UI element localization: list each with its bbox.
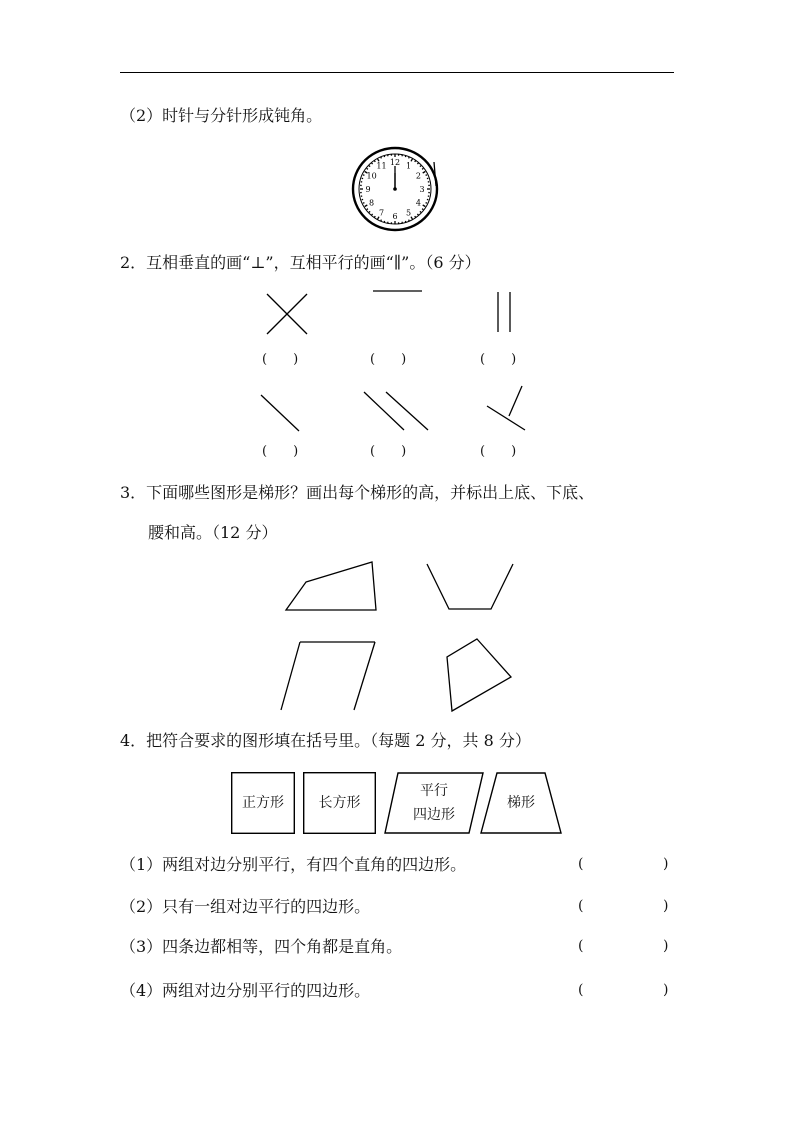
clock-numeral: 3 bbox=[419, 185, 425, 194]
q3-title-line1: 3．下面哪些图形是梯形？画出每个梯形的高，并标出上底、下底、 bbox=[120, 483, 595, 502]
figure-parallelogram bbox=[279, 640, 378, 712]
q4-title: 4．把符合要求的图形填在括号里。（每题 2 分，共 8 分） bbox=[120, 731, 531, 750]
clock-tick bbox=[417, 163, 418, 164]
figure-diagonal-line bbox=[259, 393, 301, 433]
clock-tick bbox=[426, 175, 427, 176]
figure-perpendicular-lines bbox=[485, 384, 529, 434]
q4-answer-2-open[interactable]: ( bbox=[578, 898, 584, 914]
q4-answer-3-open[interactable]: ( bbox=[578, 938, 584, 954]
clock-tick bbox=[363, 175, 364, 176]
clock-tick bbox=[363, 203, 364, 204]
clock-tick bbox=[411, 217, 413, 220]
q4-answer-4-close: ) bbox=[663, 982, 669, 998]
clock-numeral: 7 bbox=[378, 208, 385, 218]
clock-tick bbox=[417, 214, 418, 215]
clock-tick bbox=[374, 216, 375, 217]
shape-square bbox=[231, 772, 295, 834]
q4-answer-3-close: ) bbox=[663, 938, 669, 954]
q4-item-4: （4）两组对边分别平行的四边形。 bbox=[120, 981, 371, 1000]
clock-tick bbox=[374, 161, 375, 162]
q4-answer-1-close: ) bbox=[663, 856, 669, 872]
clock-tick bbox=[415, 161, 416, 162]
clock-tick bbox=[372, 163, 373, 164]
q4-item-2: （2）只有一组对边平行的四边形。 bbox=[120, 897, 371, 916]
q2-answer-3[interactable]: ( ) bbox=[480, 352, 517, 367]
clock-numeral: 8 bbox=[369, 198, 375, 208]
clock-numeral: 5 bbox=[405, 208, 412, 218]
q2-answer-6[interactable]: ( ) bbox=[480, 444, 517, 459]
clock-tick bbox=[369, 211, 370, 212]
q4-answer-4-open[interactable]: ( bbox=[578, 982, 584, 998]
clock-tick bbox=[422, 168, 423, 169]
shape-parallelogram-label-line2: 四边形 bbox=[413, 807, 455, 823]
clock-tick bbox=[367, 209, 368, 210]
clock-tick bbox=[409, 157, 410, 158]
clock-tick bbox=[372, 214, 373, 215]
clock-tick bbox=[422, 209, 423, 210]
shape-rectangle bbox=[303, 772, 376, 834]
clock-tick bbox=[415, 216, 416, 217]
q2-title: 2．互相垂直的画“⊥”，互相平行的画“∥”。（6 分） bbox=[120, 253, 481, 272]
clock-numeral: 4 bbox=[415, 198, 421, 208]
shape-parallelogram-label-line1: 平行 bbox=[420, 783, 448, 799]
q4-item-3: （3）四条边都相等，四个角都是直角。 bbox=[120, 937, 403, 956]
q1-sub2-text: （2）时针与分针形成钝角。 bbox=[120, 106, 323, 125]
shape-parallelogram bbox=[384, 772, 484, 834]
shape-trapezoid bbox=[480, 772, 562, 834]
clock-tick bbox=[423, 172, 426, 174]
clock-numeral: 12 bbox=[389, 158, 401, 167]
figure-single-line bbox=[372, 288, 424, 294]
clock-tick bbox=[381, 220, 382, 221]
clock-tick bbox=[411, 159, 413, 162]
clock-tick bbox=[423, 205, 426, 207]
q2-answer-1[interactable]: ( ) bbox=[262, 352, 299, 367]
figure-quadrilateral-2 bbox=[445, 637, 513, 713]
clock-tick bbox=[409, 220, 410, 221]
clock-numeral: 1 bbox=[405, 161, 412, 171]
clock-tick bbox=[369, 166, 370, 167]
clock-tick bbox=[426, 203, 427, 204]
figure-vertical-parallel-lines bbox=[494, 290, 516, 334]
figure-open-trapezoid bbox=[425, 562, 517, 612]
shape-square-label: 正方形 bbox=[242, 795, 284, 811]
shape-rectangle-label: 长方形 bbox=[318, 795, 361, 811]
clock-tick bbox=[420, 166, 421, 167]
q4-item-1: （1）两组对边分别平行，有四个直角的四边形。 bbox=[120, 855, 467, 874]
clock-numeral: 6 bbox=[392, 212, 398, 221]
clock-numeral: 10 bbox=[366, 171, 377, 181]
clock-tick bbox=[365, 205, 368, 207]
figure-quadrilateral-1 bbox=[284, 560, 380, 614]
clock-icon bbox=[351, 146, 443, 234]
q2-answer-4[interactable]: ( ) bbox=[262, 444, 299, 459]
shape-trapezoid-label: 梯形 bbox=[507, 795, 535, 811]
header-rule bbox=[120, 72, 674, 73]
q4-answer-1-open[interactable]: ( bbox=[578, 856, 584, 872]
q2-answer-2[interactable]: ( ) bbox=[370, 352, 407, 367]
figure-diagonal-parallel-lines bbox=[362, 390, 432, 434]
clock-numeral: 9 bbox=[365, 185, 371, 194]
q3-title-line2: 腰和高。（12 分） bbox=[148, 523, 278, 542]
figure-crossing-lines bbox=[265, 292, 310, 336]
clock-tick bbox=[367, 168, 368, 169]
clock-tick bbox=[381, 157, 382, 158]
clock-tick bbox=[420, 211, 421, 212]
clock-numeral: 11 bbox=[376, 161, 387, 171]
clock-numeral: 2 bbox=[415, 171, 421, 181]
q2-answer-5[interactable]: ( ) bbox=[370, 444, 407, 459]
q4-answer-2-close: ) bbox=[663, 898, 669, 914]
